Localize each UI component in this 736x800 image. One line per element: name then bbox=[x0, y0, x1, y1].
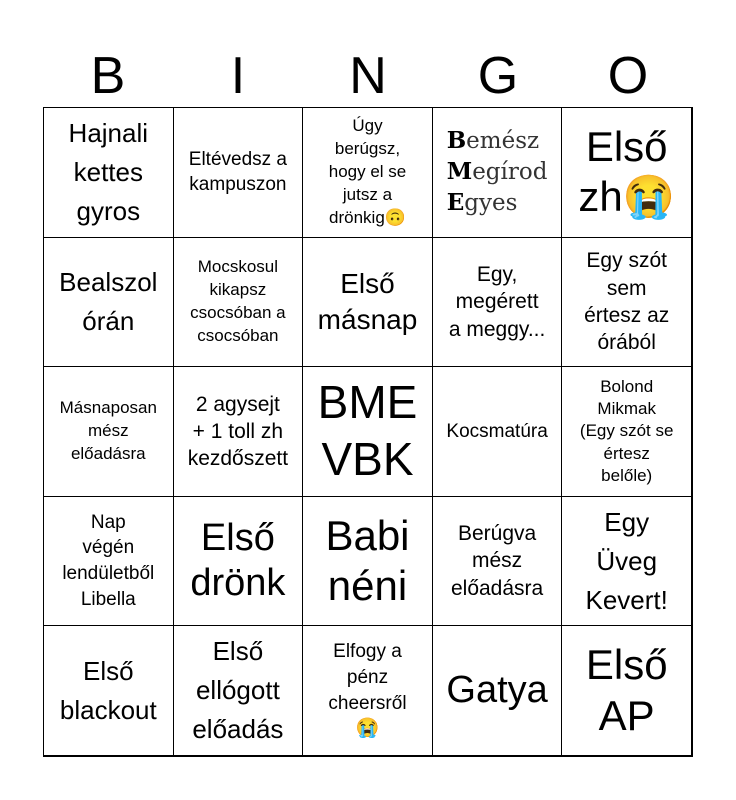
bingo-cell-22[interactable] bbox=[173, 625, 304, 756]
cell-text: Egy Üveg Kevert! bbox=[585, 506, 668, 615]
bingo-cell-12[interactable] bbox=[173, 366, 304, 497]
bingo-cell-20[interactable] bbox=[561, 496, 692, 627]
bingo-cell-25[interactable] bbox=[561, 625, 692, 756]
header-letter-o: O bbox=[607, 47, 649, 105]
cell-text: Hajnali kettes gyros bbox=[68, 117, 149, 226]
bingo-cell-1[interactable] bbox=[43, 107, 174, 238]
cell-text: Bealszol órán bbox=[59, 266, 158, 336]
bingo-cell-13-center[interactable] bbox=[302, 366, 433, 497]
bingo-header bbox=[43, 44, 693, 108]
cell-text: Első blackout bbox=[59, 655, 157, 725]
header-letter-n: N bbox=[349, 47, 387, 105]
bingo-cell-16[interactable] bbox=[43, 496, 174, 627]
cell-text: Mocskosul kikapsz csocsóban a csocsóban bbox=[190, 257, 286, 345]
cell-text: Bolond Mikmak (Egy szót se értesz belőle) bbox=[579, 377, 674, 485]
bingo-cell-2[interactable] bbox=[173, 107, 304, 238]
cell-text: Nap végén lendületből Libella bbox=[62, 511, 155, 610]
bingo-cell-14[interactable] bbox=[432, 366, 563, 497]
bingo-cell-4[interactable] bbox=[432, 107, 563, 238]
bingo-cell-3[interactable] bbox=[302, 107, 433, 238]
bingo-cell-11[interactable] bbox=[43, 366, 174, 497]
cell-text: BME VBK bbox=[317, 375, 418, 486]
bingo-cell-9[interactable] bbox=[432, 237, 563, 368]
cell-text: Első ellógott előadás bbox=[192, 636, 284, 745]
cell-text: Úgy berúgsz, hogy el se jutsz a drönkig🙃 bbox=[328, 115, 407, 227]
cell-text: Babi néni bbox=[325, 511, 410, 610]
cell-text: Kocsmatúra bbox=[446, 420, 548, 442]
bingo-cell-18[interactable] bbox=[302, 496, 433, 627]
header-letter-g: G bbox=[477, 47, 519, 105]
cell-text: Másnaposan mész előadásra bbox=[59, 398, 157, 463]
cell-text: Berúgva mész előadásra bbox=[450, 522, 544, 600]
cell-text-image: Bemész Megírod Egyes bbox=[446, 126, 548, 216]
bingo-cell-21[interactable] bbox=[43, 625, 174, 756]
cell-text: Első drönk bbox=[190, 516, 286, 605]
bingo-cell-17[interactable] bbox=[173, 496, 304, 627]
cell-text: Első AP bbox=[585, 641, 668, 739]
bingo-cell-15[interactable] bbox=[561, 366, 692, 497]
bingo-cell-23[interactable] bbox=[302, 625, 433, 756]
bingo-cell-7[interactable] bbox=[173, 237, 304, 368]
header-letter-i: I bbox=[230, 47, 246, 105]
bingo-cell-6[interactable] bbox=[43, 237, 174, 368]
bingo-grid bbox=[43, 107, 693, 757]
cell-text: 2 agysejt + 1 toll zh kezdőszett bbox=[187, 392, 289, 471]
cell-text: Első zh😭 bbox=[578, 122, 676, 221]
header-letter-b: B bbox=[90, 47, 126, 105]
bingo-cell-24[interactable] bbox=[432, 625, 563, 756]
cell-text: Egy, megérett a meggy... bbox=[448, 262, 546, 341]
bingo-cell-10[interactable] bbox=[561, 237, 692, 368]
cell-text: Gatya bbox=[446, 668, 548, 711]
cell-text: Első másnap bbox=[317, 267, 418, 335]
bingo-cell-19[interactable] bbox=[432, 496, 563, 627]
cell-text: Eltévedsz a kampuszon bbox=[188, 148, 287, 196]
cell-text: Egy szót sem értesz az órából bbox=[584, 249, 670, 355]
cell-text: Elfogy a pénz cheersről 😭 bbox=[328, 641, 407, 740]
bingo-cell-8[interactable] bbox=[302, 237, 433, 368]
bingo-cell-5[interactable] bbox=[561, 107, 692, 238]
